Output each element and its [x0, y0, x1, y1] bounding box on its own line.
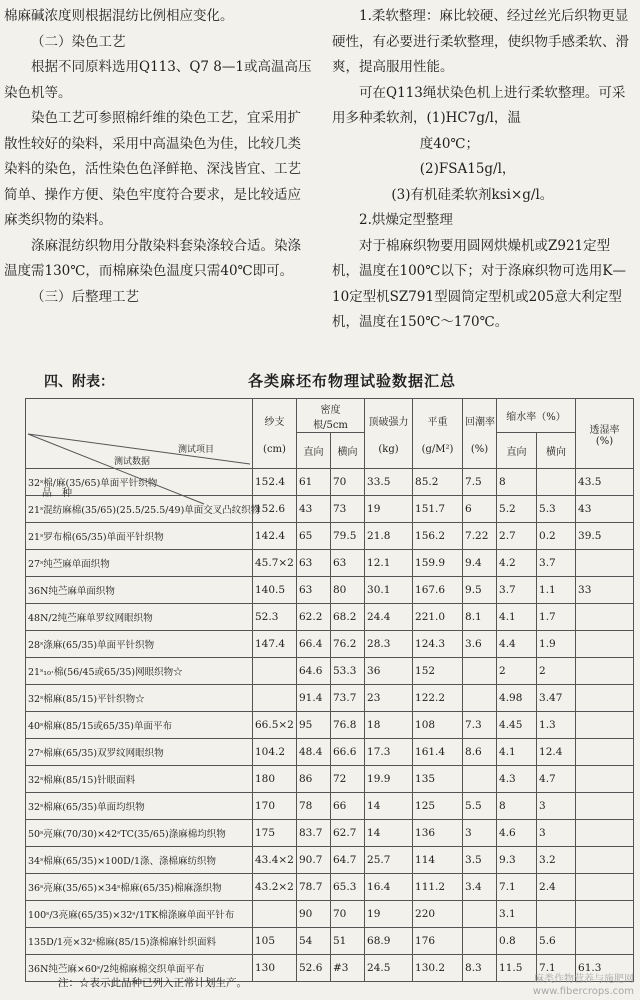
cell-d2: #3 — [331, 955, 365, 982]
left-column-paragraph: （三）后整理工艺 — [31, 288, 139, 305]
cell-d2: 66 — [331, 793, 365, 820]
cell-regain — [463, 685, 497, 712]
cell-burst: 18 — [365, 712, 413, 739]
cell-d2: 73.7 — [331, 685, 365, 712]
cell-count: 142.4 — [253, 523, 297, 550]
cell-count: 175 — [253, 820, 297, 847]
cell-burst: 30.1 — [365, 577, 413, 604]
cell-d1: 43 — [297, 496, 331, 523]
density-warp-header: 直向 — [297, 433, 331, 469]
perm-header-unit: (%) — [595, 435, 614, 447]
cell-weight: 176 — [413, 928, 463, 955]
cell-burst: 14 — [365, 793, 413, 820]
cell-s1: 5.2 — [497, 496, 537, 523]
perm-header — [576, 399, 634, 469]
cell-d2: 70 — [331, 469, 365, 496]
cell-d2: 76.2 — [331, 631, 365, 658]
cell-s2: 0.2 — [537, 523, 576, 550]
cell-burst: 28.3 — [365, 631, 413, 658]
cell-s2: 2.4 — [537, 874, 576, 901]
cell-perm — [576, 766, 634, 793]
cell-d2: 53.3 — [331, 658, 365, 685]
cell-d1: 64.6 — [297, 658, 331, 685]
cell-s1: 3.1 — [497, 901, 537, 928]
cell-burst: 33.5 — [365, 469, 413, 496]
cell-s2: 1.3 — [537, 712, 576, 739]
table-row — [26, 658, 634, 685]
cell-regain: 7.5 — [463, 469, 497, 496]
cell-name: 36N纯苎麻单面织物 — [26, 577, 253, 604]
cell-count — [253, 658, 297, 685]
cell-s1: 8 — [497, 469, 537, 496]
cell-count: 130 — [253, 955, 297, 982]
cell-s2: 12.4 — [537, 739, 576, 766]
cell-s2: 4.7 — [537, 766, 576, 793]
cell-s2: 1.9 — [537, 631, 576, 658]
left-column-paragraph: 根据不同原料选用Q113、Q7 8—1或高温高压染色机等。 — [4, 59, 312, 101]
cell-name: 32ˢ棉麻(85/15)平针织物☆ — [26, 685, 253, 712]
cell-d2: 79.5 — [331, 523, 365, 550]
cell-weight: 135 — [413, 766, 463, 793]
cell-burst: 24.4 — [365, 604, 413, 631]
cell-s1: 9.3 — [497, 847, 537, 874]
cell-regain: 8.6 — [463, 739, 497, 766]
cell-perm: 39.5 — [576, 523, 634, 550]
shrink-weft-header: 横向 — [537, 433, 576, 469]
cell-name: 21ˢ混纺麻棉(35/65)(25.5/25.5/49)单面交叉凸纹织物 — [26, 496, 253, 523]
cell-weight: 221.0 — [413, 604, 463, 631]
cell-perm — [576, 685, 634, 712]
cell-s1: 4.1 — [497, 604, 537, 631]
cell-d2: 64.7 — [331, 847, 365, 874]
cell-s2: 3 — [537, 820, 576, 847]
cell-s1: 4.3 — [497, 766, 537, 793]
cell-d1: 66.4 — [297, 631, 331, 658]
cell-weight: 114 — [413, 847, 463, 874]
cell-count: 66.5×2 — [253, 712, 297, 739]
regain-header — [463, 399, 497, 469]
cell-name: 40ˢ棉麻(85/15或65/35)单面平布 — [26, 712, 253, 739]
cell-count: 52.3 — [253, 604, 297, 631]
cell-perm — [576, 847, 634, 874]
cell-s2: 1.7 — [537, 604, 576, 631]
density-header — [297, 399, 365, 433]
left-column-paragraph: 涤麻混纺织物用分散染料套染涤较合适。染涤温度需130℃，而棉麻染色温度只需40℃即可。 — [4, 237, 301, 279]
cell-burst: 19 — [365, 496, 413, 523]
cell-burst: 21.8 — [365, 523, 413, 550]
cell-d1: 52.6 — [297, 955, 331, 982]
cell-weight: 136 — [413, 820, 463, 847]
cell-perm — [576, 928, 634, 955]
table-row — [26, 847, 634, 874]
left-column-paragraph: 棉麻碱浓度则根据混纺比例相应变化。 — [4, 8, 234, 24]
cell-d1: 48.4 — [297, 739, 331, 766]
cell-perm — [576, 550, 634, 577]
right-column-paragraph: 1.柔软整理：麻比较硬、经过丝光后织物更显硬性，有必要进行柔软整理，使织物手感柔软、滑爽，提高服用性能。 — [332, 8, 629, 75]
diag-bottom-label: 品 种 — [42, 487, 72, 499]
cell-s2: 3.47 — [537, 685, 576, 712]
cell-name: 48N/2纯苎麻单罗纹网眼织物 — [26, 604, 253, 631]
cell-regain: 3.6 — [463, 631, 497, 658]
cell-d1: 65 — [297, 523, 331, 550]
cell-count: 43.4×2 — [253, 847, 297, 874]
cell-regain: 3.4 — [463, 874, 497, 901]
cell-d2: 68.2 — [331, 604, 365, 631]
cell-d2: 62.7 — [331, 820, 365, 847]
cell-d1: 86 — [297, 766, 331, 793]
table-row — [26, 523, 634, 550]
cell-burst: 36 — [365, 658, 413, 685]
cell-s1: 11.5 — [497, 955, 537, 982]
regain-header-unit: (%) — [470, 443, 489, 455]
cell-name: 135D/1亮×32ˢ棉麻(85/15)涤棉麻针织面料 — [26, 928, 253, 955]
cell-d1: 54 — [297, 928, 331, 955]
cell-regain: 8.1 — [463, 604, 497, 631]
cell-regain — [463, 901, 497, 928]
cell-burst: 16.4 — [365, 874, 413, 901]
cell-d2: 65.3 — [331, 874, 365, 901]
regain-header-label: 回潮率 — [465, 416, 496, 428]
cell-name: 28ˢ涤麻(65/35)单面平针织物 — [26, 631, 253, 658]
cell-d2: 73 — [331, 496, 365, 523]
shrink-header: 缩水率（%） — [497, 399, 576, 433]
cell-d1: 63 — [297, 550, 331, 577]
cell-d1: 62.2 — [297, 604, 331, 631]
cell-name: 100ˢ/3亮麻(65/35)×32ˢ/1TK棉涤麻单面平针布 — [26, 901, 253, 928]
cell-weight: 161.4 — [413, 739, 463, 766]
cell-s1: 7.1 — [497, 874, 537, 901]
cell-count — [253, 685, 297, 712]
cell-s2: 1.1 — [537, 577, 576, 604]
cell-burst: 24.5 — [365, 955, 413, 982]
cell-s2: 7.1 — [537, 955, 576, 982]
cell-weight: 125 — [413, 793, 463, 820]
cell-s1: 4.4 — [497, 631, 537, 658]
cell-perm — [576, 631, 634, 658]
appendix-label: 四、附表： — [44, 374, 114, 390]
cell-burst: 19 — [365, 901, 413, 928]
cell-s2 — [537, 469, 576, 496]
cell-name: 34ˢ棉麻(65/35)×100D/1涤、涤棉麻纺织物 — [26, 847, 253, 874]
cell-d2: 63 — [331, 550, 365, 577]
cell-perm: 43.5 — [576, 469, 634, 496]
perm-header-label: 透湿率 — [589, 424, 620, 436]
cell-s1: 0.8 — [497, 928, 537, 955]
cell-burst: 25.7 — [365, 847, 413, 874]
cell-count — [253, 901, 297, 928]
cell-regain — [463, 658, 497, 685]
cell-name: 50ˢ亮麻(70/30)×42ˢTC(35/65)涤麻棉均织物 — [26, 820, 253, 847]
cell-weight: 130.2 — [413, 955, 463, 982]
table-row — [26, 766, 634, 793]
cell-s1: 4.45 — [497, 712, 537, 739]
density-header-unit: 根/5cm — [313, 419, 348, 431]
table-row — [26, 550, 634, 577]
cell-d1: 90 — [297, 901, 331, 928]
right-column-paragraph: 对于棉麻织物要用圆网烘燥机或Z921定型机，温度在100℃以下；对于涤麻织物可选用K—10定型机SZ791型圆筒定型机或205意大利定型机，温度在150℃～170℃。 — [332, 237, 626, 330]
cell-s2 — [537, 901, 576, 928]
cell-weight: 167.6 — [413, 577, 463, 604]
weight-header-label: 平重 — [427, 416, 448, 428]
cell-s1: 4.98 — [497, 685, 537, 712]
cell-name: 27ˢ棉麻(65/35)双罗纹网眼织物 — [26, 739, 253, 766]
cell-weight: 152 — [413, 658, 463, 685]
cell-s2: 2 — [537, 658, 576, 685]
count-header-unit: (cm) — [263, 443, 286, 455]
diag-top-label: 测试项目 — [178, 444, 215, 455]
data-table — [25, 398, 634, 982]
cell-weight: 220 — [413, 901, 463, 928]
cell-name: 27ˢ纯苎麻单面织物 — [26, 550, 253, 577]
cell-burst: 19.9 — [365, 766, 413, 793]
right-column-paragraph: (2)FSA15g/l， — [419, 161, 516, 177]
cell-weight: 122.2 — [413, 685, 463, 712]
cell-weight: 111.2 — [413, 874, 463, 901]
cell-regain: 3.5 — [463, 847, 497, 874]
cell-d1: 63 — [297, 577, 331, 604]
cell-count: 45.7×2 — [253, 550, 297, 577]
cell-s2: 3.7 — [537, 550, 576, 577]
cell-d2: 72 — [331, 766, 365, 793]
cell-s2: 5.3 — [537, 496, 576, 523]
table-title: 各类麻坯布物理试验数据汇总 — [248, 372, 457, 390]
table-row — [26, 928, 634, 955]
right-column-paragraph: (3)有机硅柔软剂ksi×g/l。 — [391, 186, 554, 203]
weight-header-unit: (g/M²) — [421, 443, 454, 455]
cell-count: 105 — [253, 928, 297, 955]
cell-name: 36ˢ亮麻(35/65)×34ˢ棉麻(65/35)棉麻涤织物 — [26, 874, 253, 901]
cell-name: 32ˢ棉麻(85/15)针眼面料 — [26, 766, 253, 793]
table-row — [26, 631, 634, 658]
cell-regain: 8.3 — [463, 955, 497, 982]
watermark — [533, 974, 634, 998]
table-row — [26, 577, 634, 604]
cell-d1: 90.7 — [297, 847, 331, 874]
left-text-column — [4, 4, 314, 310]
cell-s2: 3 — [537, 793, 576, 820]
cell-perm — [576, 874, 634, 901]
cell-d1: 78 — [297, 793, 331, 820]
watermark-line-2: www.fibercrops.com — [532, 986, 634, 997]
cell-perm: 43 — [576, 496, 634, 523]
cell-regain — [463, 928, 497, 955]
cell-regain: 9.4 — [463, 550, 497, 577]
cell-d2: 80 — [331, 577, 365, 604]
footnote: 注：☆表示此品种已列入正常计划生产。 — [58, 977, 247, 989]
cell-name: 32ˢ棉/麻(35/65)单面平针织物 — [26, 469, 253, 496]
cell-s1: 2.7 — [497, 523, 537, 550]
count-header-label: 纱支 — [264, 416, 285, 428]
table-row — [26, 793, 634, 820]
cell-perm — [576, 820, 634, 847]
cell-d2: 66.6 — [331, 739, 365, 766]
cell-s1: 8 — [497, 793, 537, 820]
cell-perm — [576, 739, 634, 766]
count-header — [253, 399, 297, 469]
cell-s1: 4.2 — [497, 550, 537, 577]
cell-regain — [463, 766, 497, 793]
cell-regain: 3 — [463, 820, 497, 847]
cell-name: 21ˢ罗布棉(65/35)单面平针织物 — [26, 523, 253, 550]
cell-perm — [576, 793, 634, 820]
cell-name: 21ˢ₁₀·棉(56/45或65/35)网眼织物☆ — [26, 658, 253, 685]
cell-perm — [576, 712, 634, 739]
weight-header — [413, 399, 463, 469]
table-row — [26, 604, 634, 631]
table-row — [26, 712, 634, 739]
cell-d2: 70 — [331, 901, 365, 928]
cell-s2: 5.6 — [537, 928, 576, 955]
cell-perm — [576, 901, 634, 928]
right-column-paragraph: 度40℃； — [419, 135, 480, 152]
cell-d2: 76.8 — [331, 712, 365, 739]
cell-s2: 3.2 — [537, 847, 576, 874]
cell-regain: 6 — [463, 496, 497, 523]
cell-s1: 3.7 — [497, 577, 537, 604]
cell-burst: 17.3 — [365, 739, 413, 766]
cell-d1: 91.4 — [297, 685, 331, 712]
cell-perm: 61.3 — [576, 955, 634, 982]
cell-burst: 68.9 — [365, 928, 413, 955]
right-text-column — [332, 4, 632, 336]
cell-burst: 23 — [365, 685, 413, 712]
table-body — [26, 469, 634, 982]
watermark-line-1: 麻类作物营养与施肥网 — [534, 974, 634, 985]
cell-d1: 78.7 — [297, 874, 331, 901]
table-row — [26, 820, 634, 847]
table-row — [26, 901, 634, 928]
cell-weight: 156.2 — [413, 523, 463, 550]
cell-weight: 124.3 — [413, 631, 463, 658]
density-weft-header: 横向 — [331, 433, 365, 469]
cell-regain: 7.22 — [463, 523, 497, 550]
cell-perm — [576, 604, 634, 631]
cell-regain: 5.5 — [463, 793, 497, 820]
cell-weight: 151.7 — [413, 496, 463, 523]
table-row — [26, 874, 634, 901]
cell-burst: 12.1 — [365, 550, 413, 577]
cell-regain: 7.3 — [463, 712, 497, 739]
cell-regain: 9.5 — [463, 577, 497, 604]
cell-name: 36N纯苎麻×60ˢ/2纯棉麻棉交织单面平布 — [26, 955, 253, 982]
cell-burst: 14 — [365, 820, 413, 847]
cell-d1: 83.7 — [297, 820, 331, 847]
burst-header — [365, 399, 413, 469]
cell-d1: 61 — [297, 469, 331, 496]
left-column-paragraph: 染色工艺可参照棉纤维的染色工艺，宜采用扩散性较好的染料，采用中高温染色为佳，比较几类染料的染色，活性染色色泽鲜艳、深浅皆宜、工艺简单、操作方便、染色牢度符合要求，是比较适应麻类织物的染料。 — [4, 110, 301, 228]
cell-d2: 51 — [331, 928, 365, 955]
cell-count: 152.6 — [253, 496, 297, 523]
cell-count: 43.2×2 — [253, 874, 297, 901]
cell-weight: 159.9 — [413, 550, 463, 577]
cell-s1: 4.6 — [497, 820, 537, 847]
cell-s1: 4.1 — [497, 739, 537, 766]
table-row — [26, 685, 634, 712]
cell-count: 152.4 — [253, 469, 297, 496]
cell-count: 140.5 — [253, 577, 297, 604]
cell-perm — [576, 658, 634, 685]
burst-header-unit: (kg) — [378, 443, 399, 455]
density-header-label: 密度 — [320, 404, 341, 416]
table-row — [26, 739, 634, 766]
right-column-paragraph: 可在Q113绳状染色机上进行柔软整理。可采用多种柔软剂，(1)HC7g/l，温 — [332, 84, 626, 126]
burst-header-label: 顶破强力 — [368, 416, 409, 428]
diag-mid-label: 测试数据 — [114, 456, 151, 467]
cell-count: 180 — [253, 766, 297, 793]
right-column-paragraph: 2.烘燥定型整理 — [359, 212, 453, 228]
cell-d1: 95 — [297, 712, 331, 739]
cell-count: 147.4 — [253, 631, 297, 658]
left-column-paragraph: （二）染色工艺 — [31, 33, 126, 50]
cell-count: 104.2 — [253, 739, 297, 766]
cell-weight: 108 — [413, 712, 463, 739]
cell-name: 32ˢ棉麻(65/35)单面均织物 — [26, 793, 253, 820]
cell-count: 170 — [253, 793, 297, 820]
cell-s1: 2 — [497, 658, 537, 685]
cell-weight: 85.2 — [413, 469, 463, 496]
cell-perm: 33 — [576, 577, 634, 604]
shrink-warp-header: 直向 — [497, 433, 537, 469]
